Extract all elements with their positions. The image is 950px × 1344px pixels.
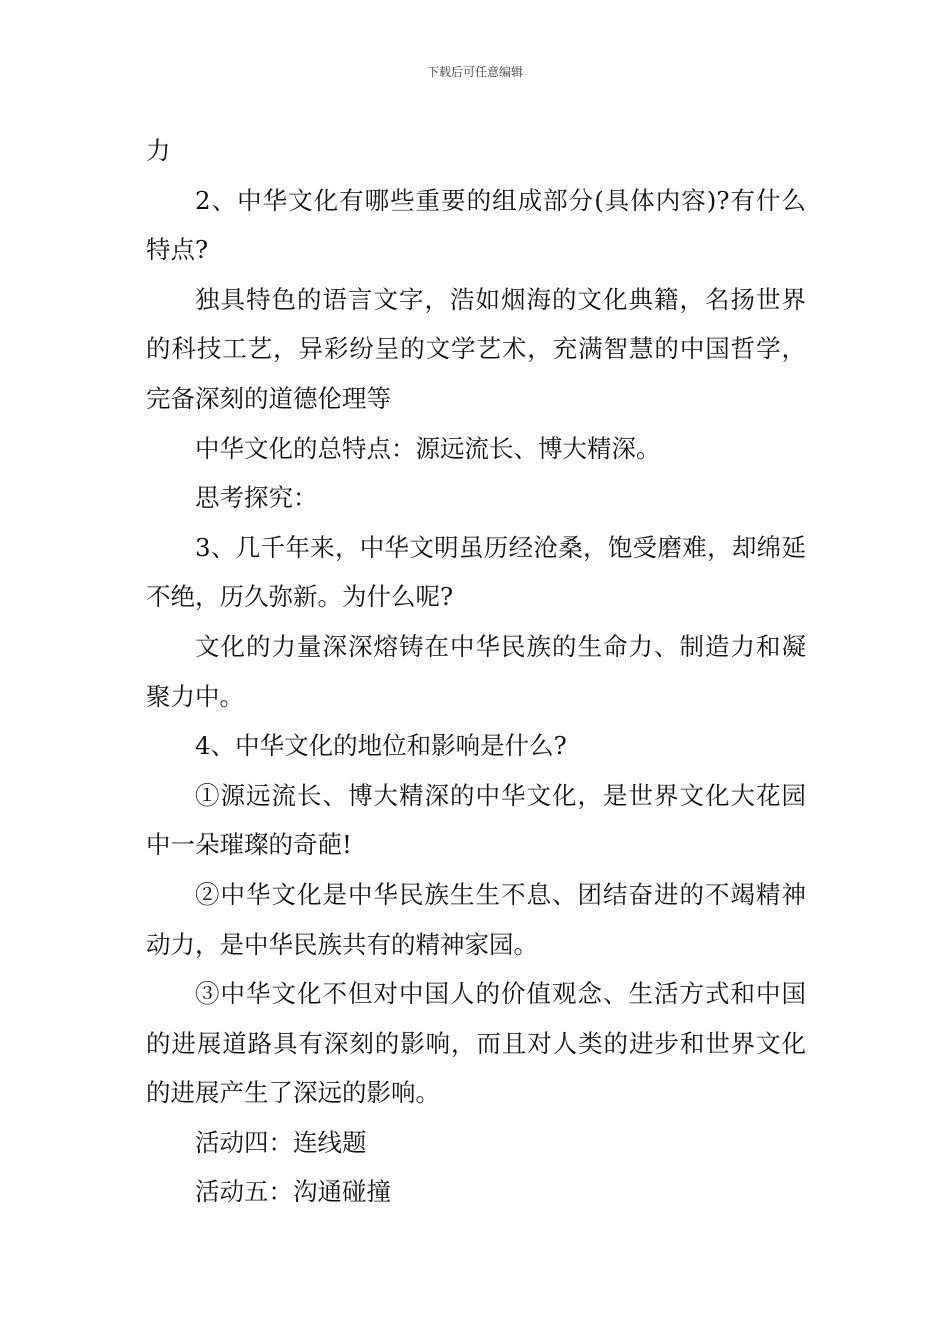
- document-body: [146, 126, 806, 1217]
- paragraph-answer-4-point-2: ②中华文化是中华民族生生不息、团结奋进的不竭精神动力，是中华民族共有的精神家园。: [146, 879, 806, 959]
- paragraph-question-4: 4、中华文化的地位和影响是什么?: [195, 731, 567, 761]
- paragraph-answer-3: 文化的力量深深熔铸在中华民族的生命力、制造力和凝聚力中。: [146, 631, 806, 711]
- page-header: 下载后可任意编辑: [426, 65, 523, 79]
- paragraph-question-3: 3、几千年来，中华文明虽历经沧桑，饱受磨难，却绵延不绝，历久弥新。为什么呢?: [146, 532, 806, 612]
- paragraph-activity-4: 活动四：连线题: [195, 1127, 367, 1157]
- paragraph-question-2: 2、中华文化有哪些重要的组成部分(具体内容)?有什么特点?: [146, 185, 806, 265]
- paragraph-answer-2-features: 中华文化的总特点：源远流长、博大精深。: [195, 433, 661, 463]
- paragraph-answer-4-point-3: ③中华文化不但对中国人的价值观念、生活方式和中国的进展道路具有深刻的影响，而且对人类的进步和世界文化的进展产生了深远的影响。: [146, 979, 806, 1108]
- paragraph-answer-2-components: 独具特色的语言文字，浩如烟海的文化典籍，名扬世界的科技工艺，异彩纷呈的文学艺术，充满智慧的中国哲学，完备深刻的道德伦理等: [146, 284, 806, 413]
- paragraph-activity-5: 活动五：沟通碰撞: [195, 1177, 391, 1207]
- paragraph-think-explore: 思考探究：: [195, 483, 318, 513]
- paragraph-answer-4-point-1: ①源远流长、博大精深的中华文化，是世界文化大花园中一朵璀璨的奇葩!: [146, 780, 806, 860]
- paragraph-continuation: 力: [146, 136, 171, 165]
